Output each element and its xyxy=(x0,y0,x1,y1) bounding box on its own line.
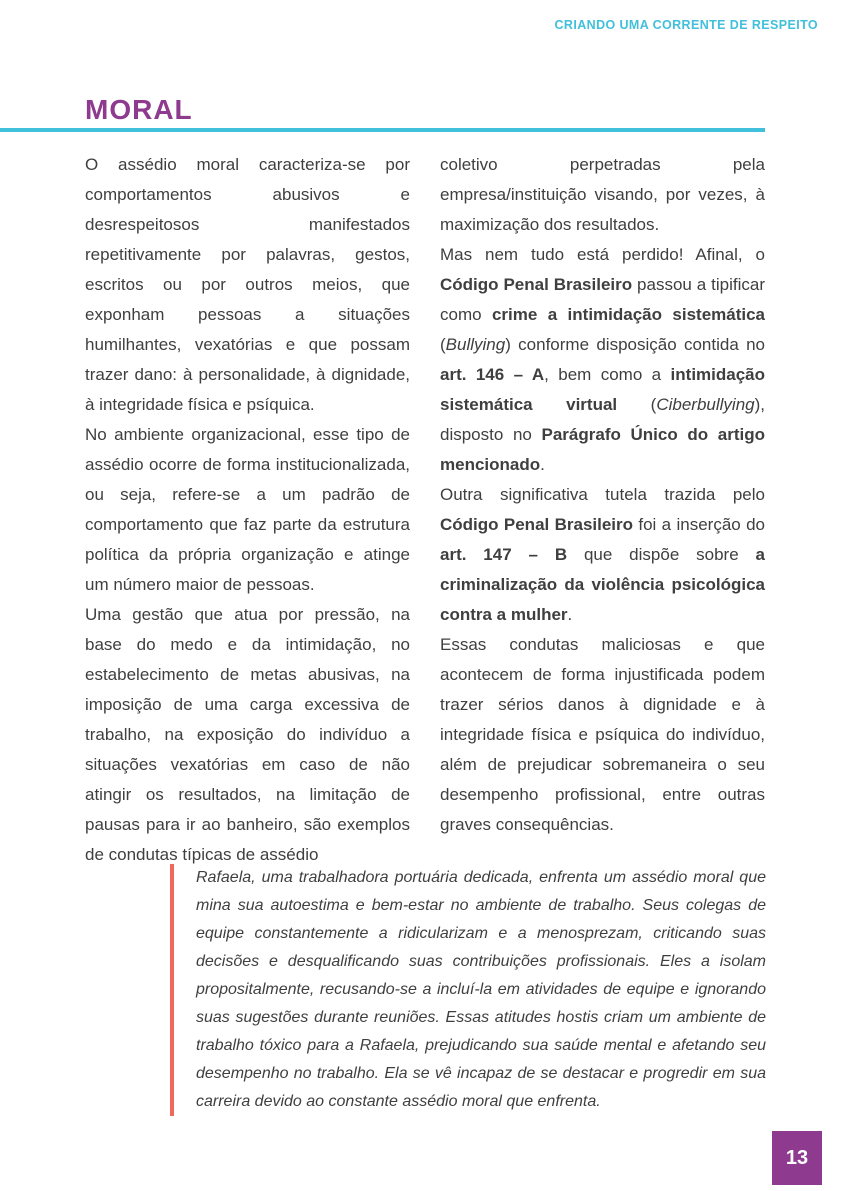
body-paragraph xyxy=(440,240,765,480)
text-segment: . xyxy=(540,455,545,474)
body-paragraph xyxy=(85,600,410,870)
text-segment: art. 146 – A xyxy=(440,365,545,384)
page-number-badge xyxy=(772,1131,822,1185)
text-segment: ( xyxy=(440,335,446,354)
body-paragraph xyxy=(85,150,410,420)
running-header: CRIANDO UMA CORRENTE DE RESPEITO xyxy=(554,18,818,32)
text-segment: O assédio moral caracteriza-se por comportamentos abusivos e desrespeitosos manifestados repetitivamente por palavras, gestos, escritos ou por outros meios, que exponham pessoas a situações humilhantes, vexatórias e que possam trazer dano: à personalidade, à dignidade, à integridade física e psíquica. xyxy=(85,155,410,414)
text-segment: ( xyxy=(617,395,657,414)
text-segment: art. 147 – B xyxy=(440,545,568,564)
text-segment: No ambiente organizacional, esse tipo de assédio ocorre de forma institucionalizada, ou seja, refere-se a um padrão de comportamento que faz parte da estrutura política da própria organização e atinge um número maior de pessoas. xyxy=(85,425,410,594)
left-column xyxy=(85,150,410,870)
text-segment: que dispõe sobre xyxy=(567,545,756,564)
title-divider-rule xyxy=(0,128,765,132)
article-body xyxy=(85,150,765,870)
text-segment: Essas condutas maliciosas e que acontecem de forma injustificada podem trazer sérios danos à dignidade e à integridade física e psíquica do indivíduo, além de prejudicar sobremaneira o seu desempenho profissional, entre outras graves consequências. xyxy=(440,635,765,834)
page-title: MORAL xyxy=(85,94,193,125)
text-segment: passou a tipificar como xyxy=(440,275,765,324)
text-segment: Mas nem tudo está perdido! Afinal, o xyxy=(440,245,765,264)
body-paragraph xyxy=(85,420,410,600)
text-segment: Outra significativa tutela trazida pelo xyxy=(440,485,765,504)
right-column xyxy=(440,150,765,870)
text-segment: Uma gestão que atua por pressão, na base do medo e da intimidação, no estabelecimento de metas abusivas, na imposição de uma carga excessiva de trabalho, na exposição do indivíduo a situações vexatórias em caso de não atingir os resultados, na limitação de pausas para ir ao banheiro, são exemplos de condutas típicas de assédio xyxy=(85,605,410,864)
text-segment: . xyxy=(567,605,573,624)
text-segment: Parágrafo Único do artigo mencionado xyxy=(440,425,765,474)
case-study-block xyxy=(170,864,766,1116)
text-segment: ) conforme disposição contida no xyxy=(505,335,765,354)
text-segment: Ciberbullying xyxy=(656,395,755,414)
case-study-text: Rafaela, uma trabalhadora portuária dedicada, enfrenta um assédio moral que mina sua autoestima e bem-estar no ambiente de trabalho. Seus colegas de equipe constantemente a ridicularizam e a menosprezam, criticando suas decisões e desqualificando suas contribuições profissionais. Eles a isolam propositalmente, recusando-se a incluí-la em atividades de equipe e ignorando suas sugestões durante reuniões. Essas atitudes hostis criam um ambiente de trabalho tóxico para a Rafaela, prejudicando sua saúde mental e afetando seu desempenho no trabalho. Ela se vê incapaz de se destacar e progredir em sua carreira devido ao constante assédio moral que enfrenta. xyxy=(196,869,766,1110)
text-segment: ), disposto no xyxy=(440,395,765,444)
text-segment: , bem como a xyxy=(544,365,671,384)
body-paragraph xyxy=(440,150,765,240)
text-segment: intimidação sistemática virtual xyxy=(440,365,766,414)
text-segment: Bullying xyxy=(445,335,506,354)
page-number: 13 xyxy=(785,1146,809,1169)
body-paragraph xyxy=(440,630,765,840)
text-segment: crime a intimidação sistemática xyxy=(491,305,766,324)
text-segment: Código Penal Brasileiro xyxy=(440,275,633,294)
text-segment: a criminalização da violência psicológica contra a mulher xyxy=(440,545,765,624)
text-segment: coletivo perpetradas pela empresa/instituição visando, por vezes, à maximização dos resultados. xyxy=(440,155,765,234)
text-segment: foi a inserção do xyxy=(633,515,766,534)
body-paragraph xyxy=(440,480,765,630)
text-segment: Código Penal Brasileiro xyxy=(440,515,634,534)
